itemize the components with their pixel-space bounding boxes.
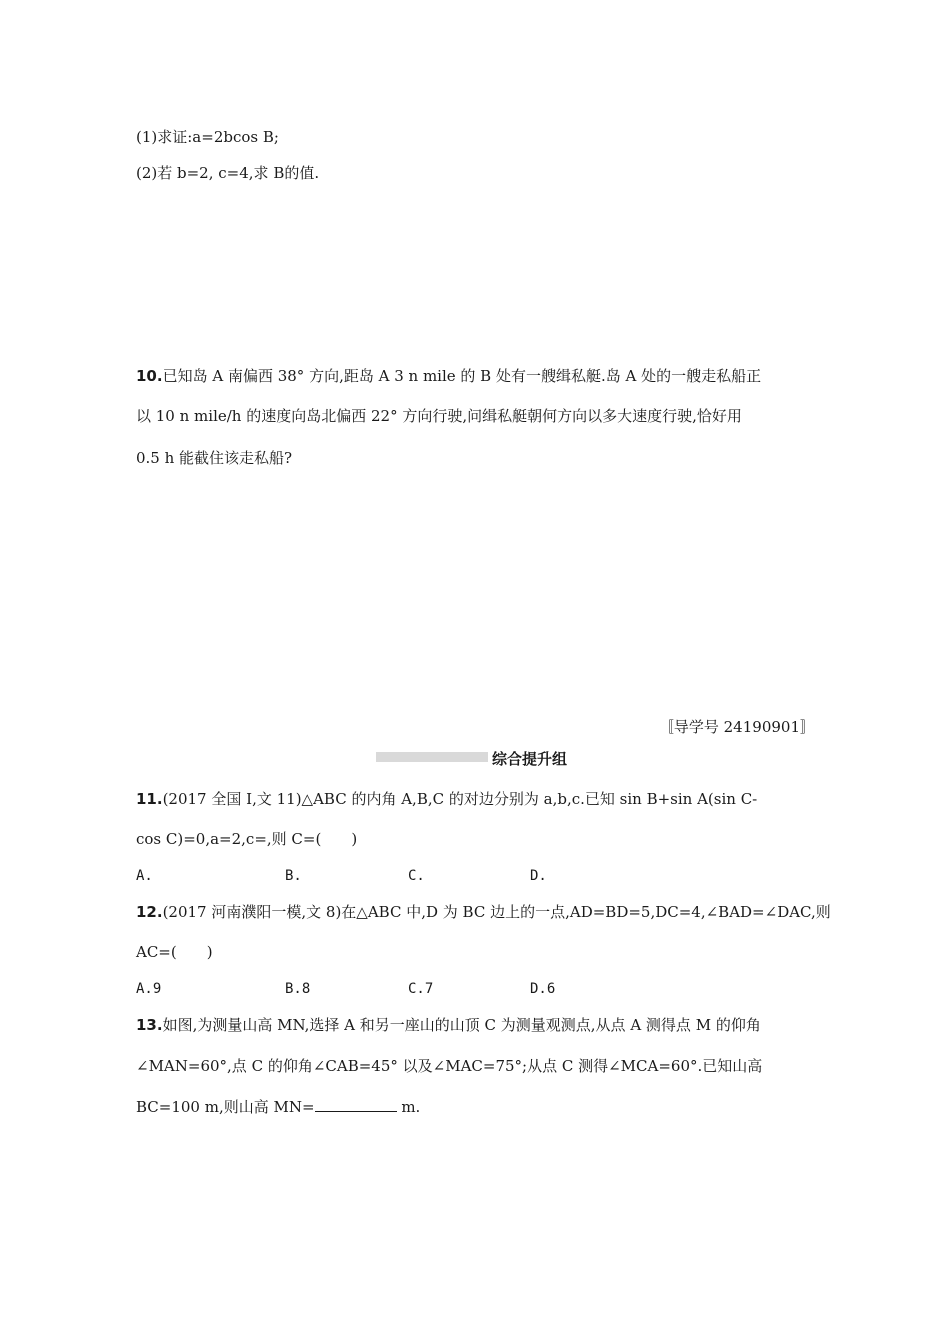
q11-number: 11. [136,790,163,808]
q9-part1: (1)求证:a=2bcos B; [136,128,279,146]
q11-option-b: B. [285,868,302,884]
q12-option-a: A.9 [136,981,162,997]
reference-number: 〚导学号 24190901〛 [658,718,815,736]
q11-option-a: A. [136,868,153,884]
answer-blank[interactable] [315,1097,397,1112]
q13-unit: m. [396,1098,421,1116]
q10-number: 10. [136,367,163,385]
section-title: 综合提升组 [492,750,568,768]
section-bar [376,752,488,762]
q12-option-d: D.6 [530,981,556,997]
q10-line2: 以 10 n mile/h 的速度向岛北偏西 22° 方向行驶,问缉私艇朝何方向以多大速度行驶,恰好用 [136,407,742,425]
q13-number: 13. [136,1016,163,1034]
q11-option-d: D. [530,868,547,884]
q12-option-b: B.8 [285,981,311,997]
q13-text-1: 如图,为测量山高 MN,选择 A 和另一座山的山顶 C 为测量观测点,从点 A 测得点 M 的仰角 [162,1016,761,1034]
q13-line1 [136,1015,761,1035]
q9-part2: (2)若 b=2, c=4,求 B的值. [136,164,320,182]
q12-number: 12. [136,903,163,921]
q12-text-1: (2017 河南濮阳一模,文 8)在△ABC 中,D 为 BC 边上的一点,AD=BD=5,DC=4,∠BAD=∠DAC,则 [162,903,831,921]
q13-text-3: BC=100 m,则山高 MN= [136,1098,315,1116]
q11-line1 [136,789,757,809]
q11-line2: cos C)=0,a=2,c=,则 C=( ) [136,830,358,848]
q11-option-c: C. [408,868,425,884]
q10-line3: 0.5 h 能截住该走私船? [136,449,293,467]
q13-line2: ∠MAN=60°,点 C 的仰角∠CAB=45° 以及∠MAC=75°;从点 C 测得∠MCA=60°.已知山高 [136,1057,763,1075]
q12-line1 [136,902,831,922]
q10-text-1: 已知岛 A 南偏西 38° 方向,距岛 A 3 n mile 的 B 处有一艘缉私艇.岛 A 处的一艘走私船正 [162,367,762,385]
q11-text-1: (2017 全国 Ⅰ,文 11)△ABC 的内角 A,B,C 的对边分别为 a,b,c.已知 sin B+sin A(sin C- [162,790,758,808]
q12-line2: AC=( ) [136,943,213,961]
q10-line1 [136,366,761,386]
q12-option-c: C.7 [408,981,434,997]
q13-line3 [136,1097,420,1117]
